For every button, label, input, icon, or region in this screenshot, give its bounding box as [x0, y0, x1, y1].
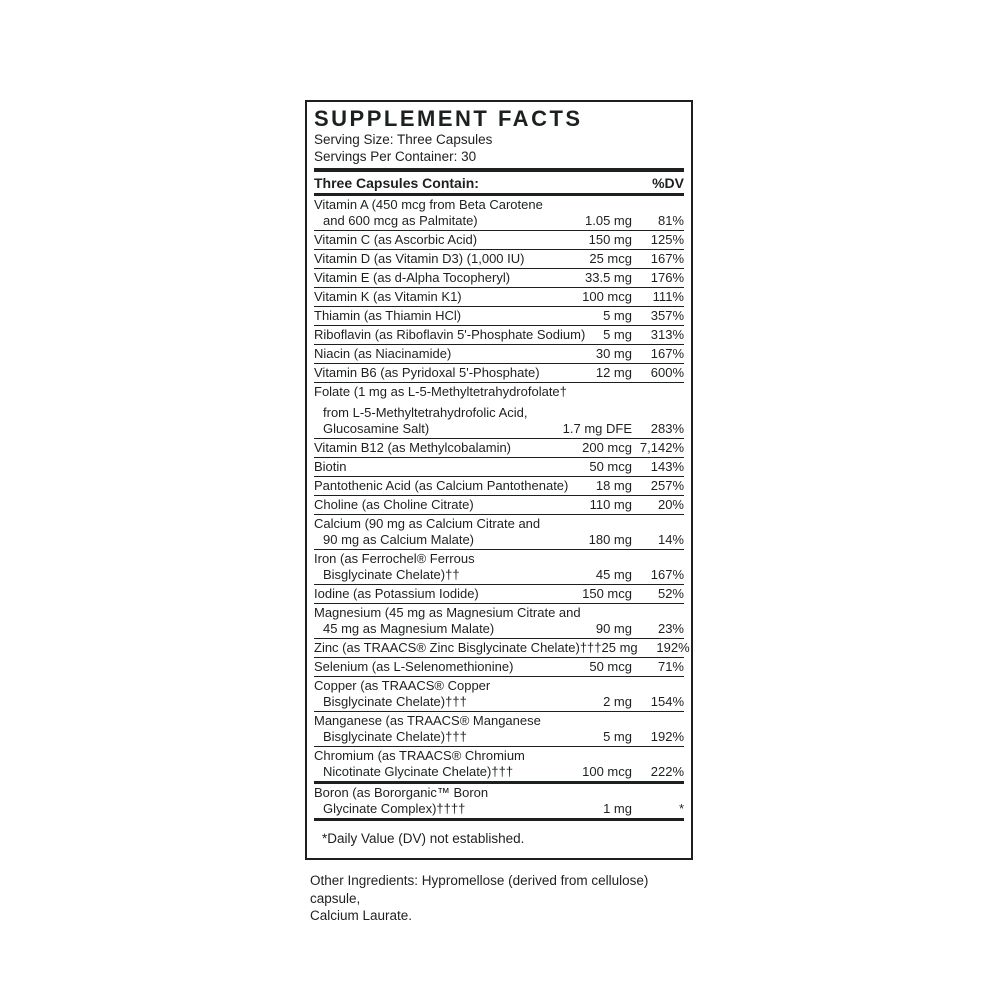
ingredient-line [314, 640, 690, 656]
ingredient-dv: 167% [650, 251, 684, 266]
table-row [314, 268, 684, 287]
table-row [314, 344, 684, 363]
ingredient-name: Glycinate Complex)†††† [323, 801, 466, 816]
ingredient-name: Bisglycinate Chelate)††† [323, 729, 467, 744]
ingredient-amount: 33.5 mg [585, 270, 632, 285]
ingredient-name: Thiamin (as Thiamin HCl) [314, 308, 462, 323]
table-row [314, 549, 684, 584]
ingredient-amount: 50 mcg [589, 459, 632, 474]
ingredient-amount: 100 mcg [582, 289, 632, 304]
table-row [314, 603, 684, 638]
ingredient-amount: 90 mg [595, 621, 632, 636]
ingredient-dv: 81% [657, 213, 684, 228]
ingredient-line [314, 516, 684, 532]
ingredient-line [314, 365, 684, 381]
ingredient-line [314, 678, 684, 694]
ingredient-line [314, 197, 684, 213]
other-ingredients [310, 872, 692, 925]
table-row [314, 438, 684, 457]
ingredient-amount: 150 mg [588, 232, 632, 247]
table-row [314, 363, 684, 382]
ingredient-line [314, 748, 684, 764]
ingredient-dv: 23% [657, 621, 684, 636]
ingredient-name: Vitamin B12 (as Methylcobalamin) [314, 440, 512, 455]
ingredient-line [314, 567, 684, 583]
ingredient-name: Iodine (as Potassium Iodide) [314, 586, 479, 601]
supplement-facts-panel [305, 100, 693, 860]
ingredient-dv: 111% [652, 289, 684, 304]
ingredient-dv: 154% [650, 694, 684, 709]
dv-column-label: %DV [652, 175, 684, 191]
ingredient-name: Chromium (as TRAACS® Chromium [314, 748, 525, 763]
table-row [314, 306, 684, 325]
ingredient-name: from L-5-Methyltetrahydrofolic Acid, [323, 405, 528, 420]
ingredient-line [314, 801, 684, 817]
servings-per-container: Servings Per Container: 30 [314, 148, 477, 164]
other-ingredients-line: Calcium Laurate. [310, 908, 413, 923]
table-row [314, 657, 684, 676]
ingredient-name: 90 mg as Calcium Malate) [323, 532, 474, 547]
ingredient-amount: 5 mg [603, 729, 632, 744]
ingredient-line [314, 532, 684, 548]
ingredient-dv: 167% [650, 567, 684, 582]
ingredient-amount: 50 mcg [589, 659, 632, 674]
ingredient-name: Manganese (as TRAACS® Manganese [314, 713, 541, 728]
ingredient-name: Nicotinate Glycinate Chelate)††† [323, 764, 514, 779]
other-ingredients-line: Other Ingredients: Hypromellose (derived from cellulose) capsule, [310, 873, 649, 906]
ingredient-name: Vitamin B6 (as Pyridoxal 5'-Phosphate) [314, 365, 540, 380]
ingredient-line [314, 764, 684, 780]
panel-title: SUPPLEMENT FACTS [314, 106, 583, 131]
ingredient-name: Biotin [314, 459, 347, 474]
table-row [314, 514, 684, 549]
ingredient-line [314, 605, 684, 621]
ingredient-name: Magnesium (45 mg as Magnesium Citrate and [314, 605, 581, 620]
serving-size: Serving Size: Three Capsules [314, 132, 493, 147]
ingredient-line [314, 459, 684, 475]
ingredient-name: Zinc (as TRAACS® Zinc Bisglycinate Chelate)††† [314, 640, 602, 655]
ingredient-name: Iron (as Ferrochel® Ferrous [314, 551, 475, 566]
ingredient-dv: 222% [650, 764, 684, 779]
ingredient-table [314, 196, 690, 781]
table-row [314, 382, 684, 438]
ingredient-line [314, 270, 684, 286]
ingredient-line [314, 405, 684, 421]
ingredient-line [314, 327, 684, 343]
ingredient-name: Folate (1 mg as L-5-Methyltetrahydrofolate† [314, 384, 567, 399]
ingredient-line [314, 586, 684, 602]
table-row [314, 476, 684, 495]
ingredient-amount: 25 mg [601, 640, 638, 655]
table-row [314, 495, 684, 514]
ingredient-name: Niacin (as Niacinamide) [314, 346, 452, 361]
ingredient-name: Glucosamine Salt) [323, 421, 430, 436]
ingredient-dv: 600% [650, 365, 684, 380]
ingredient-dv: 313% [650, 327, 684, 342]
ingredient-line [314, 729, 684, 745]
table-row [314, 784, 684, 818]
ingredient-name: Copper (as TRAACS® Copper [314, 678, 491, 693]
ingredient-amount: 1.05 mg [585, 213, 632, 228]
ingredient-amount: 25 mcg [589, 251, 632, 266]
ingredient-dv: 167% [650, 346, 684, 361]
ingredient-line [314, 713, 684, 729]
ingredient-amount: 1.7 mg DFE [562, 421, 632, 436]
ingredient-name: Vitamin E (as d-Alpha Tocopheryl) [314, 270, 511, 285]
ingredient-amount: 110 mg [589, 497, 632, 512]
ingredient-line [314, 621, 684, 637]
table-row [314, 711, 684, 746]
ingredient-dv: 257% [650, 478, 684, 493]
ingredient-line [314, 308, 684, 324]
ingredient-dv: * [678, 801, 684, 816]
ingredient-dv: 20% [657, 497, 684, 512]
ingredient-amount: 18 mg [595, 478, 632, 493]
ingredient-dv: 176% [650, 270, 684, 285]
boron-section [314, 784, 684, 818]
ingredient-name: Bisglycinate Chelate)††† [323, 694, 467, 709]
ingredient-line [314, 659, 684, 675]
ingredient-line [314, 478, 684, 494]
ingredient-name: Pantothenic Acid (as Calcium Pantothenate) [314, 478, 569, 493]
ingredient-amount: 1 mg [603, 801, 632, 816]
ingredient-line [314, 213, 684, 229]
daily-value-footnote: *Daily Value (DV) not established. [322, 831, 525, 846]
ingredient-dv: 143% [650, 459, 684, 474]
ingredient-amount: 100 mcg [582, 764, 632, 779]
ingredient-name: Choline (as Choline Citrate) [314, 497, 474, 512]
table-row [314, 746, 684, 781]
ingredient-dv: 357% [650, 308, 684, 323]
ingredient-line [314, 421, 684, 437]
ingredient-amount: 150 mcg [582, 586, 632, 601]
table-row [314, 638, 690, 657]
table-column-header [314, 172, 684, 193]
ingredient-name: 45 mg as Magnesium Malate) [323, 621, 495, 636]
table-row [314, 196, 684, 230]
ingredient-dv: 71% [657, 659, 684, 674]
table-row [314, 584, 684, 603]
ingredient-line [314, 551, 684, 567]
ingredient-dv: 192% [650, 729, 684, 744]
ingredient-line [314, 785, 684, 801]
ingredient-line [314, 232, 684, 248]
table-row [314, 249, 684, 268]
table-row [314, 325, 684, 344]
ingredient-name: and 600 mcg as Palmitate) [323, 213, 478, 228]
ingredient-name: Vitamin A (450 mcg from Beta Carotene [314, 197, 543, 212]
ingredient-amount: 12 mg [595, 365, 632, 380]
ingredient-amount: 180 mg [588, 532, 632, 547]
table-row [314, 457, 684, 476]
ingredient-line [314, 497, 684, 513]
contain-label: Three Capsules Contain: [314, 175, 479, 191]
table-row [314, 230, 684, 249]
ingredient-line [314, 440, 684, 456]
table-row [314, 676, 684, 711]
ingredient-name: Vitamin D (as Vitamin D3) (1,000 IU) [314, 251, 525, 266]
ingredient-dv: 14% [657, 532, 684, 547]
ingredient-line [314, 384, 684, 400]
ingredient-line [314, 346, 684, 362]
ingredient-name: Vitamin C (as Ascorbic Acid) [314, 232, 478, 247]
ingredient-amount: 5 mg [603, 327, 632, 342]
ingredient-amount: 45 mg [595, 567, 632, 582]
ingredient-name: Boron (as Bororganic™ Boron [314, 785, 489, 800]
ingredient-dv: 125% [650, 232, 684, 247]
ingredient-amount: 5 mg [603, 308, 632, 323]
ingredient-name: Selenium (as L-Selenomethionine) [314, 659, 514, 674]
ingredient-dv: 52% [657, 586, 684, 601]
ingredient-amount: 30 mg [595, 346, 632, 361]
ingredient-dv: 283% [650, 421, 684, 436]
ingredient-dv: 192% [656, 640, 690, 655]
ingredient-line [314, 289, 684, 305]
ingredient-name: Vitamin K (as Vitamin K1) [314, 289, 462, 304]
ingredient-amount: 2 mg [603, 694, 632, 709]
ingredient-name: Calcium (90 mg as Calcium Citrate and [314, 516, 541, 531]
ingredient-amount: 200 mcg [582, 440, 632, 455]
ingredient-dv: 7,142% [639, 440, 684, 455]
ingredient-name: Riboflavin (as Riboflavin 5'-Phosphate Sodium) [314, 327, 586, 342]
ingredient-name: Bisglycinate Chelate)†† [323, 567, 460, 582]
ingredient-line [314, 251, 684, 267]
ingredient-line [314, 694, 684, 710]
table-row [314, 287, 684, 306]
